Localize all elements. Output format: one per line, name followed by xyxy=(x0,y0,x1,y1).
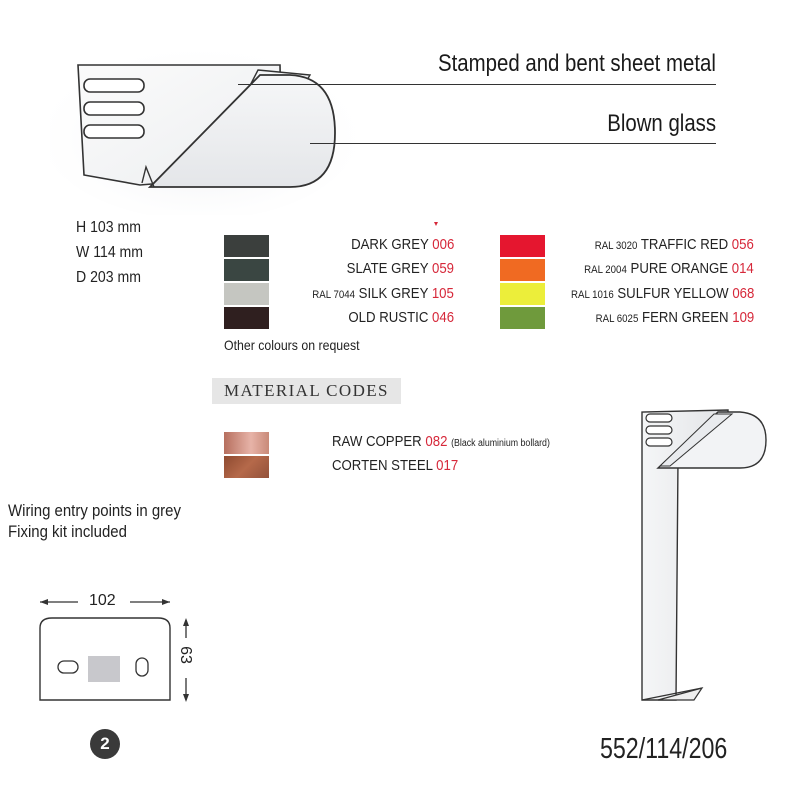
colour-label: SLATE GREY 059 xyxy=(346,260,454,277)
callout-line-1 xyxy=(238,84,716,85)
dimensions xyxy=(76,215,152,290)
dimension-height: H 103 mm xyxy=(76,219,141,236)
material-codes-heading: MATERIAL CODES xyxy=(212,378,401,404)
product-image xyxy=(50,45,360,215)
wiring-notes xyxy=(8,500,205,542)
colour-label: RAL 3020 TRAFFIC RED 056 xyxy=(594,236,754,253)
callout-line-2 xyxy=(310,143,716,144)
dimension-width: W 114 mm xyxy=(76,244,144,261)
swatch[interactable] xyxy=(224,235,269,257)
swatch[interactable] xyxy=(224,283,269,305)
plate-width-label: 102 xyxy=(89,592,116,609)
swatch[interactable] xyxy=(500,235,545,257)
callout-sheet-metal: Stamped and bent sheet metal xyxy=(438,50,716,77)
bollard-image xyxy=(628,400,773,710)
swatch[interactable] xyxy=(500,283,545,305)
marker-dot xyxy=(434,222,438,226)
colour-label: OLD RUSTIC 046 xyxy=(348,309,454,326)
plate-height-label: 63 xyxy=(176,646,194,664)
swatch[interactable] xyxy=(500,259,545,281)
swatch[interactable] xyxy=(224,259,269,281)
material-label: CORTEN STEEL 017 xyxy=(332,457,459,474)
swatch[interactable] xyxy=(224,307,269,329)
colour-label: RAL 7044 SILK GREY 105 xyxy=(312,285,454,302)
material-swatch-copper[interactable] xyxy=(224,432,269,454)
colours-note: Other colours on request xyxy=(224,337,360,353)
colour-label: DARK GREY 006 xyxy=(350,236,454,253)
fixing-line: Fixing kit included xyxy=(8,522,127,541)
colour-label: RAL 2004 PURE ORANGE 014 xyxy=(584,260,754,277)
callout-blown-glass: Blown glass xyxy=(607,110,716,137)
dimension-depth: D 203 mm xyxy=(76,269,141,286)
wiring-line: Wiring entry points in grey xyxy=(8,501,181,520)
step-badge: 2 xyxy=(90,729,120,759)
swatch[interactable] xyxy=(500,307,545,329)
material-label: RAW COPPER 082 (Black aluminium bollard) xyxy=(332,433,550,450)
model-code: 552/114/206 xyxy=(600,733,728,765)
colour-label: RAL 1016 SULFUR YELLOW 068 xyxy=(570,285,754,302)
material-swatch-corten[interactable] xyxy=(224,456,269,478)
colour-label: RAL 6025 FERN GREEN 109 xyxy=(595,309,754,326)
